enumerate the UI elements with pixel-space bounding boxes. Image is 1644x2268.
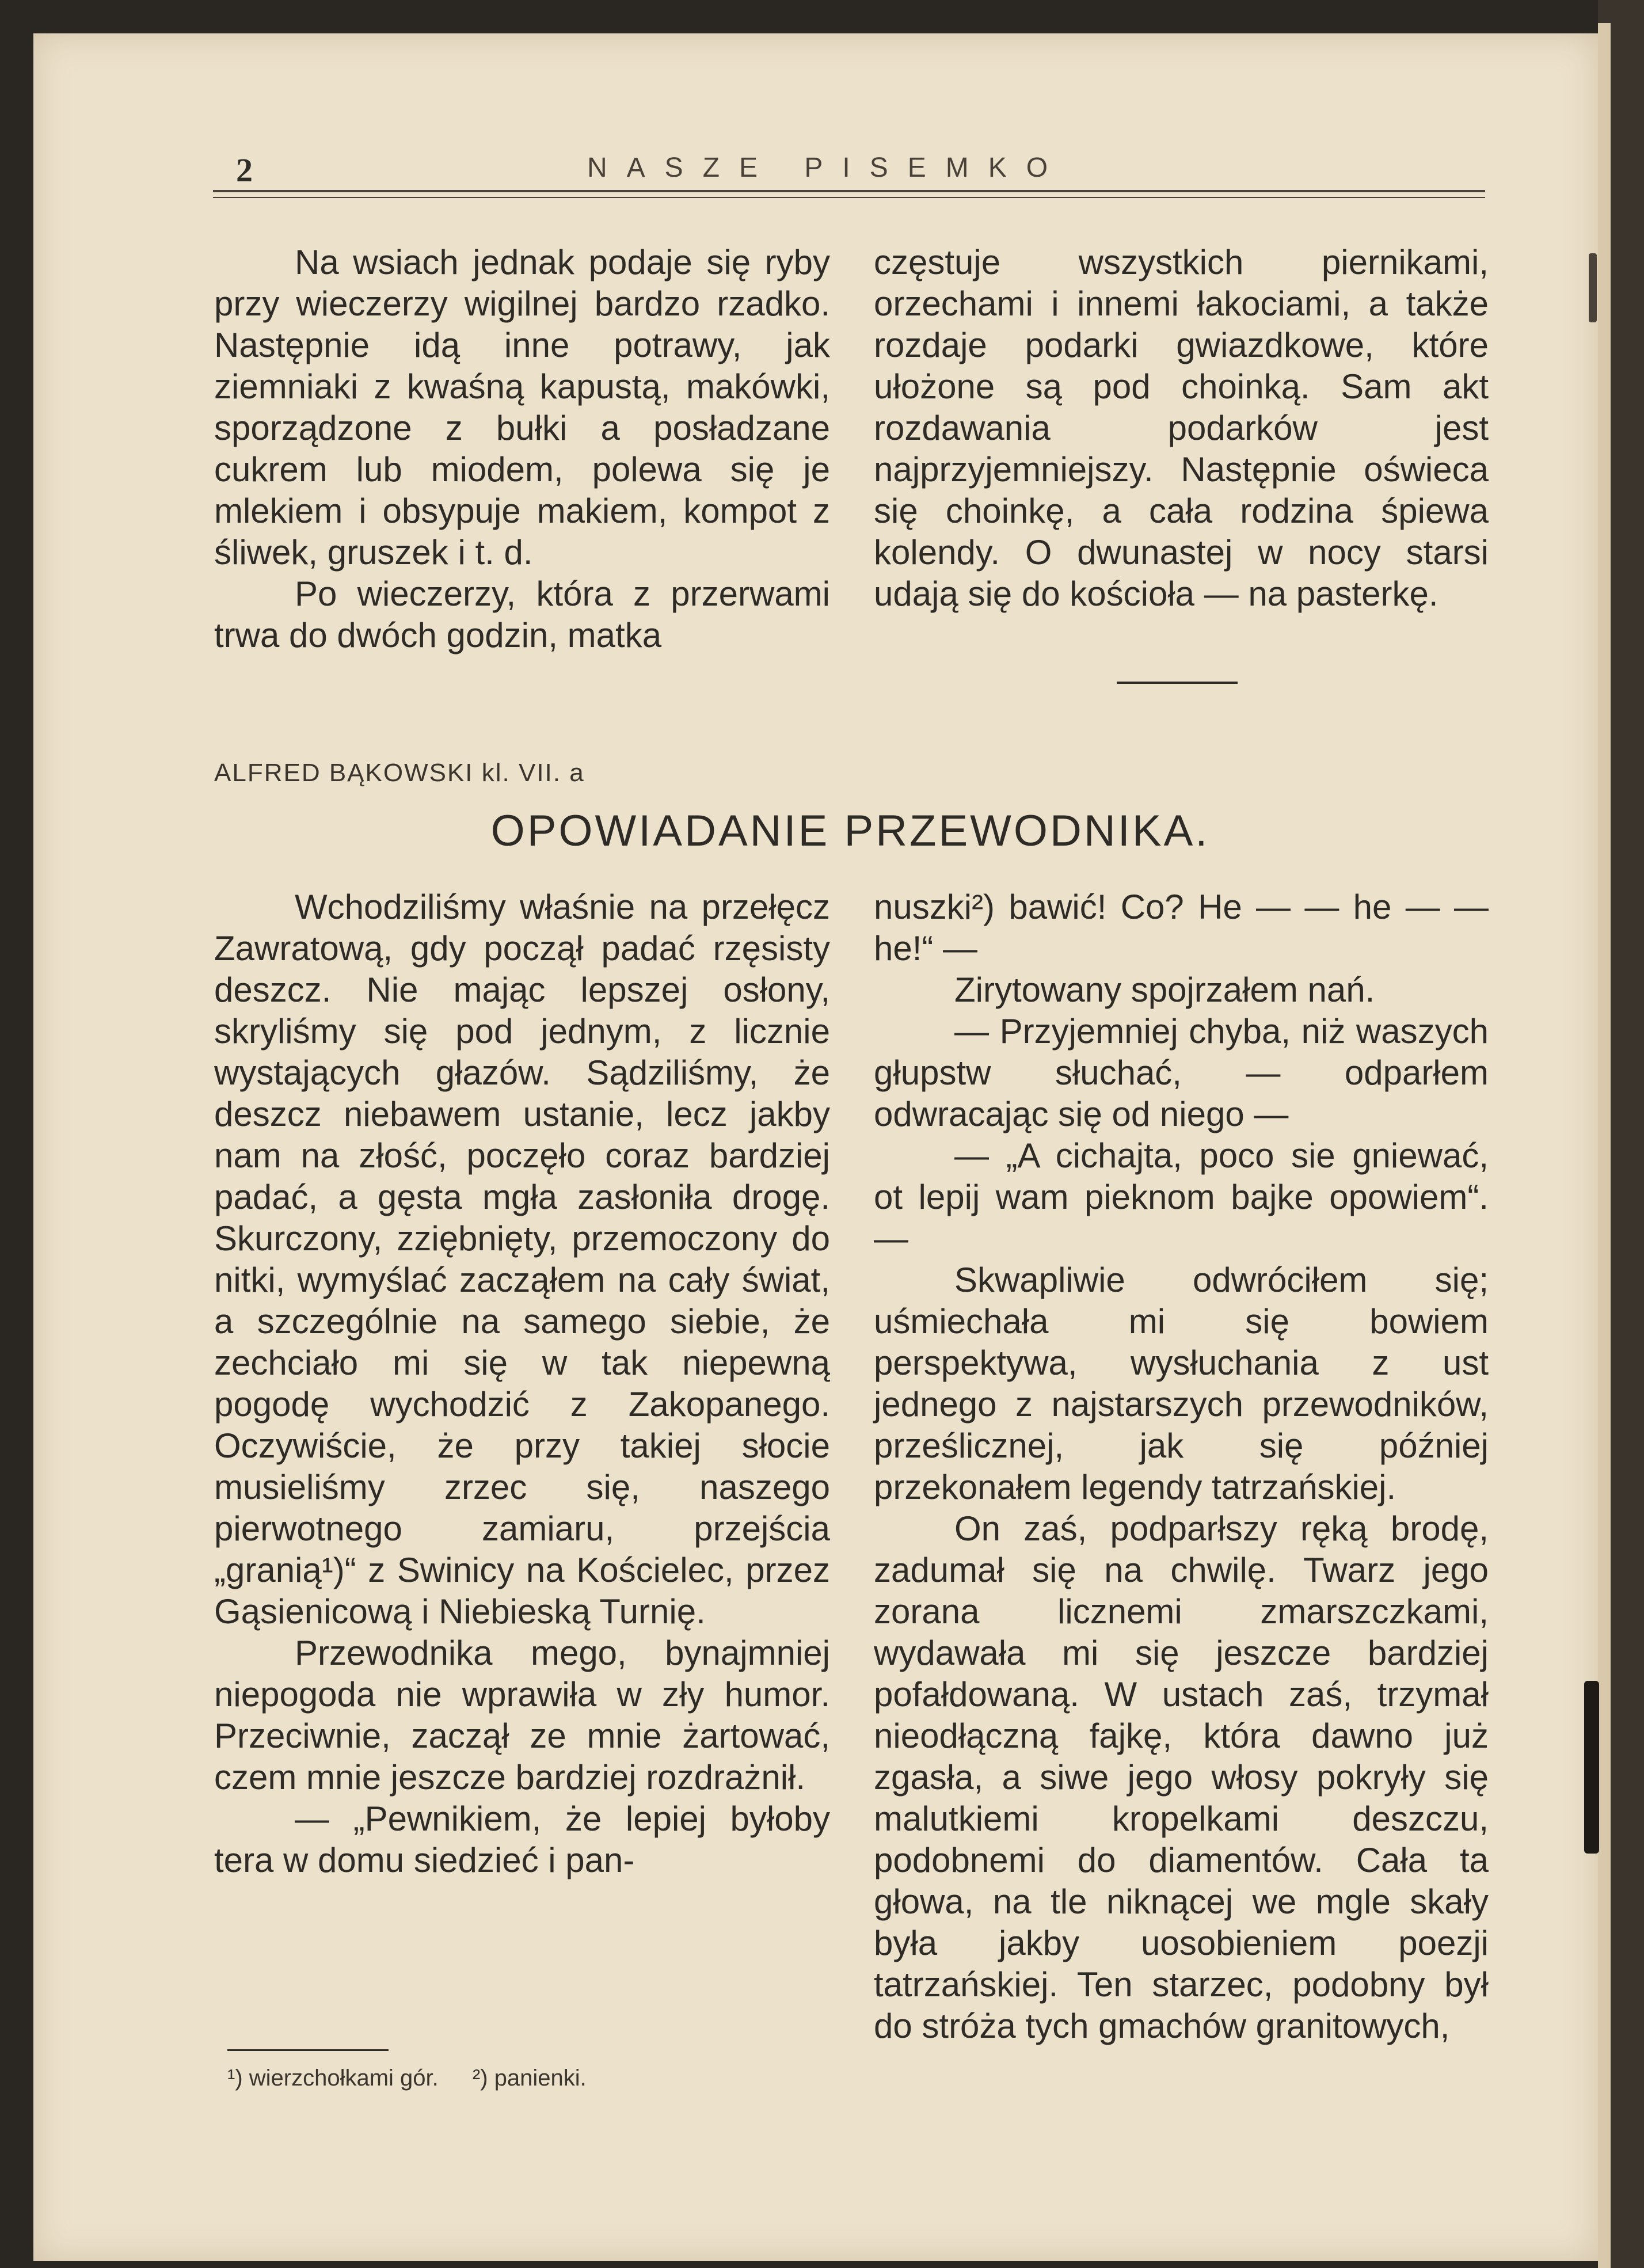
paragraph: — Przyjemniej chyba, niż waszych głupstw słuchać, — odparłem odwracając się od niego — (874, 1012, 1489, 1133)
journal-title: NASZE PISEMKO (587, 153, 1068, 183)
footnote-2: ²) panienki. (472, 2065, 587, 2091)
article-title: OPOWIADANIE PRZEWODNIKA. (490, 806, 1210, 855)
paragraph: Po wieczerzy, która z przerwami trwa do dwóch godzin, matka (214, 574, 830, 654)
footnote-rule (227, 2049, 389, 2051)
paragraph: Skwapliwie odwróciłem się; uśmiechała mi się bowiem perspektywa, wysłuchania z ust jednego z najstarszych przewodników, prześlicznej, jak się później przekonałem legendy tatrzańskiej. (874, 1261, 1489, 1506)
page-number: 2 (236, 151, 253, 189)
paragraph: Na wsiach jednak podaje się ryby przy wieczerzy wigilnej bardzo rzadko. Następnie idą inne potrawy, jak ziemniaki z kwaśną kapustą, makówki, sporządzone z bułki a posładzane cukrem lub miodem, polewa się je mlekiem i obsypuje makiem, kompot z śliwek, gruszek i t. d. (214, 243, 830, 572)
paragraph: Zirytowany spojrzałem nań. (954, 971, 1375, 1009)
paragraph: Wchodziliśmy właśnie na przełęcz Zawratową, gdy począł padać rzęsisty deszcz. Nie mając lepszej osłony, skryliśmy się pod jednym, z licznie wystających głazów. Sądziliśmy, że deszcz niebawem ustanie, lecz jakby nam na złość, poczęło coraz bardziej padać, a gęsta mgła zasłoniła drogę. Skurczony, zziębnięty, przemoczony do nitki, wymyślać zacząłem na cały świat, a szczególnie na samego siebie, że zechciało mi się w tak niepewną pogodę wychodzić z Zakopanego. Oczywiście, że przy takiej słocie musieliśmy zrzec się, naszego pierwotnego zamiaru, przejścia „granią¹)“ z Swinicy na Kościelec, przez Gąsienicową i Niebieską Turnię. (214, 888, 830, 1631)
paragraph: nuszki²) bawić! Co? He — — he — — he!“ — (874, 888, 1489, 968)
footnotes (227, 2065, 614, 2091)
header-rule (213, 190, 1485, 192)
article-left-column (214, 886, 830, 1881)
header-rule-thin (213, 197, 1485, 198)
paragraph: Przewodnika mego, bynajmniej niepogoda nie wprawiła w zły humor. Przeciwnie, zaczął ze mnie żartować, czem mnie jeszcze bardziej rozdrażnił. (214, 1634, 830, 1797)
section-end-rule (1117, 682, 1238, 684)
article-right-column (874, 886, 1489, 2047)
binding-clip (1584, 1681, 1599, 1854)
top-right-column (874, 242, 1489, 615)
paragraph: — „Pewnikiem, że lepiej byłoby tera w domu siedzieć i pan- (214, 1799, 830, 1879)
footnote-1: ¹) wierzchołkami gór. (227, 2065, 439, 2091)
page-edge (1598, 23, 1611, 2268)
paragraph: — „A cichajta, poco sie gniewać, ot lepij wam pieknom bajke opowiem“. — (874, 1136, 1489, 1258)
article-byline: ALFRED BĄKOWSKI kl. VII. a (214, 759, 585, 787)
paragraph: On zaś, podparłszy ręką brodę, zadumał się na chwilę. Twarz jego zorana licznemi zmarszczkami, wydawała mi się jeszcze bardziej pofałdowaną. W ustach zaś, trzymał nieodłączną fajkę, która dawno już zgasła, a siwe jego włosy pokryły się malutkiemi kropelkami deszczu, podobnemi do diamentów. Cała ta głowa, na tle niknącej we mgle skały była jakby uosobieniem poezji tatrzańskiej. Ten starzec, podobny był do stróża tych gmachów granitowych, (874, 1509, 1489, 2045)
top-left-column (214, 242, 830, 656)
binding-clip (1589, 253, 1597, 322)
paragraph: częstuje wszystkich piernikami, orzechami i innemi łakociami, a także rozdaje podarki gwiazdkowe, które ułożone są pod choinką. Sam akt rozdawania podarków jest najprzyjemniejszy. Następnie oświeca się choinkę, a cała rodzina śpiewa kolendy. O dwunastej w nocy starsi udają się do kościoła — na pasterkę. (874, 243, 1489, 613)
running-header (213, 149, 1485, 195)
